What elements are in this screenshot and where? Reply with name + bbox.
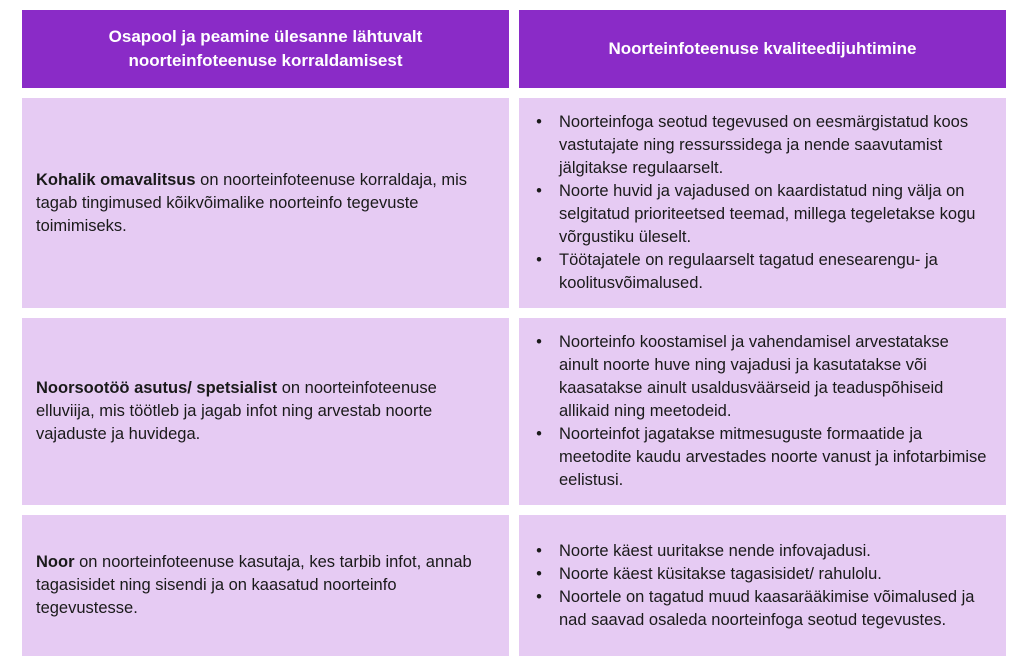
row-3-role-cell (22, 515, 509, 656)
list-item: • Noorteinfo koostamisel ja vahendamisel arvestatakse ainult noorte huve ning vajadusi ja kasutatakse või kaasatakse ainult usaldusväärseid ja teaduspõhiseid allikaid ning meetodeid. (559, 331, 992, 423)
list-item: • Noorte käest küsitakse tagasisidet/ rahulolu. (559, 563, 992, 586)
header-left (22, 10, 509, 88)
row-2-role-text: on noorteinfoteenuse elluviija, mis töötleb ja jagab infot ning arvestab noorte vajaduste ja huvidega. (36, 379, 437, 443)
list-item: • Noorte käest uuritakse nende infovajadusi. (559, 540, 992, 563)
row-2-bullet-list (533, 331, 992, 492)
header-right-text: Noorteinfoteenuse kvaliteedijuhtimine (608, 39, 917, 58)
row-3-role-bold: Noor (36, 553, 75, 571)
row-1-role (36, 169, 495, 238)
list-item: • Noorteinfoga seotud tegevused on eesmärgistatud koos vastutajate ning ressurssidega ja nende saavutamist jälgitakse regulaarselt. (559, 111, 992, 180)
row-3-quality-cell (519, 515, 1006, 656)
row-1-role-cell (22, 98, 509, 308)
header-right (519, 10, 1006, 88)
row-1-role-text: on noorteinfoteenuse korraldaja, mis tagab tingimused kõikvõimalike noorteinfo tegevuste toimimiseks. (36, 170, 468, 235)
list-item: • Noortele on tagatud muud kaasarääkimise võimalused ja nad saavad osaleda noorteinfoga seotud tegevustes. (559, 586, 992, 632)
row-3-bullet-list (533, 540, 992, 632)
row-1-role-bold: Kohalik omavalitsus (36, 170, 196, 189)
row-2-quality-cell (519, 318, 1006, 505)
list-item: • Noorteinfot jagatakse mitmesuguste formaatide ja meetodite kaudu arvestades noorte vanust ja infotarbimise eelistusi. (559, 423, 992, 492)
list-item: • Noorte huvid ja vajadused on kaardistatud ning välja on selgitatud prioriteetsed teemad, millega tegeletakse kogu võrgustiku üleselt. (559, 180, 992, 249)
row-2-role-bold: Noorsootöö asutus/ spetsialist (36, 379, 278, 397)
row-3-role (36, 551, 495, 620)
row-3-role-text: on noorteinfoteenuse kasutaja, kes tarbib infot, annab tagasisidet ning sisendi ja on kaasatud noorteinfo tegevustesse. (36, 553, 472, 617)
row-1-bullet-list (533, 111, 992, 295)
row-2-role-cell (22, 318, 509, 505)
row-1-quality-cell (519, 98, 1006, 308)
header-left-text: Osapool ja peamine ülesanne lähtuvalt noorteinfoteenuse korraldamisest (108, 27, 423, 70)
row-2-role (36, 377, 495, 446)
list-item: • Töötajatele on regulaarselt tagatud enesearengu- ja koolitusvõimalused. (559, 249, 992, 295)
